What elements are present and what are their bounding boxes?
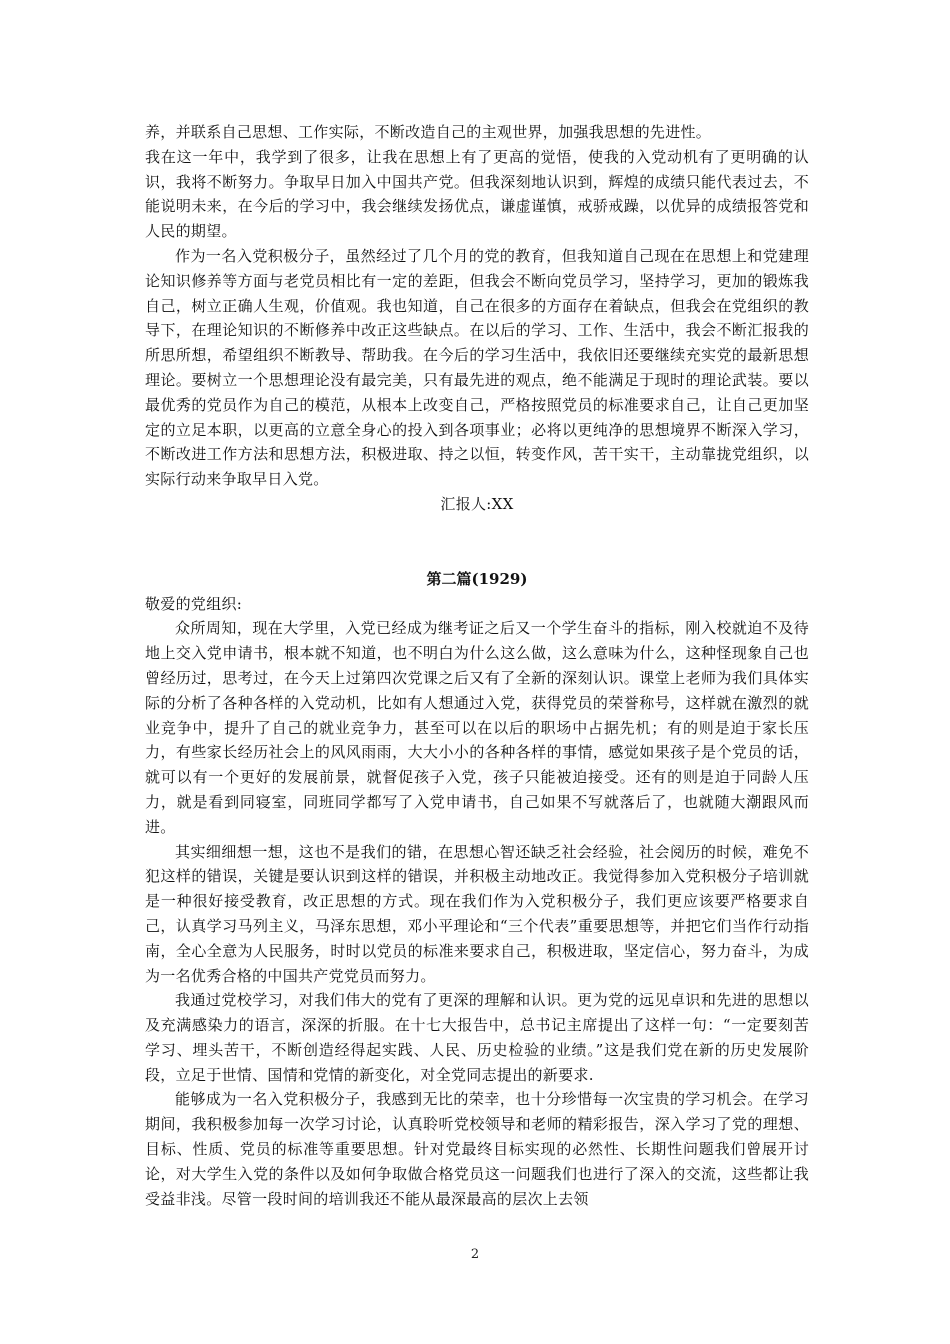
paragraph: 其实细细想一想，这也不是我们的错，在思想心智还缺乏社会经验，社会阅历的时候，难免不犯这样的错误，关键是要认识到这样的错误，并积极主动地改正。我觉得参加入党积极分子培训就是一种很好接受教育，改正思想的方式。现在我们作为入党积极分子，我们更应该要严格要求自己，认真学习马列主义，马泽东思想，邓小平理论和“三个代表”重要思想等，并把它们当作行动指南，全心全意为人民服务，时时以党员的标准来要求自己，积极进取，坚定信心，努力奋斗，为成为一名优秀合格的中国共产党党员而努力。 (145, 842, 809, 985)
section-title: 第二篇(1929) (426, 569, 528, 588)
signature: 汇报人:XX (440, 494, 514, 513)
paragraph: 作为一名入党积极分子，虽然经过了几个月的党的教育，但我知道自己现在在思想上和党建理论知识修养等方面与老党员相比有一定的差距，但我会不断向党员学习，坚持学习，更加的锻炼我自己，树立正确人生观，价值观。我也知道，自己在很多的方面存在着缺点，但我会在党组织的教导下，在理论知识的不断修养中改正这些缺点。在以后的学习、工作、生活中，我会不断汇报我的所思所想，希望组织不断教导、帮助我。在今后的学习生活中，我依旧还要继续充实党的最新思想理论。要树立一个思想理论没有最完美，只有最先进的观点，绝不能满足于现时的理论武装。要以最优秀的党员作为自己的模范，从根本上改变自己，严格按照党员的标准要求自己，让自己更加坚定的立足本职，以更高的立意全身心的投入到各项事业；必将以更纯净的思想境界不断深入学习，不断改进工作方法和思想方法，积极进取、持之以恒，转变作风，苦干实干，主动靠拢党组织，以实际行动来争取早日入党。 (145, 246, 809, 489)
section-gap (145, 517, 809, 567)
paragraph: 养，并联系自己思想、工作实际，不断改造自己的主观世界，加强我思想的先进性。 (145, 123, 712, 141)
paragraph: 我通过党校学习，对我们伟大的党有了更深的理解和认识。更为党的远见卓识和先进的思想以及充满感染力的语言，深深的折服。在十七大报告中，总书记主席提出了这样一句：“一定要刻苦学习、埋头苦干，不断创造经得起实践、人民、历史检验的业绩。”这是我们党在新的历史发展阶段，立足于世情、国情和党情的新变化，对全党同志提出的新要求. (145, 991, 809, 1084)
page-number: 2 (470, 1247, 480, 1262)
salutation: 敬爱的党组织: (145, 594, 243, 613)
paragraph: 我在这一年中，我学到了很多，让我在思想上有了更高的觉悟，使我的入党动机有了更明确的认识，我将不断努力。争取早日加入中国共产党。但我深刻地认识到，辉煌的成绩只能代表过去，不能说明未来，在今后的学习中，我会继续发扬优点，谦虚谨慎，戒骄戒躁，以优异的成绩报答党和人民的期望。 (145, 147, 809, 241)
paragraph: 能够成为一名入党积极分子，我感到无比的荣幸，也十分珍惜每一次宝贵的学习机会。在学习期间，我积极参加每一次学习讨论，认真聆听党校领导和老师的精彩报告，深入学习了党的理想、目标、性质、党员的标准等重要思想。针对党最终目标实现的必然性、长期性问题我们曾展开讨论，对大学生入党的条件以及如何争取做合格党员这一问题我们也进行了深入的交流，这些都让我受益非浅。尽管一段时间的培训我还不能从最深最高的层次上去领 (145, 1090, 809, 1208)
document-page (145, 120, 809, 1211)
paragraph: 众所周知，现在大学里，入党已经成为继考证之后又一个学生奋斗的指标，刚入校就迫不及待地上交入党申请书，根本就不知道，也不明白为什么这么做，这么意味为什么，这种怪现象自己也曾经历过，思考过，在今天上过第四次党课之后又有了全新的深刻认识。课堂上老师为我们具体实际的分析了各种各样的入党动机，比如有人想通过入党，获得党员的荣誉称号，这样就在激烈的就业竞争中，提升了自己的就业竞争力，甚至可以在以后的职场中占据先机；有的则是迫于家长压力，有些家长经历社会上的风风雨雨，大大小小的各种各样的事情，感觉如果孩子是个党员的话，就可以有一个更好的发展前景，就督促孩子入党，孩子只能被迫接受。还有的则是迫于同龄人压力，就是看到同寝室，同班同学都写了入党申请书，自己如果不写就落后了，也就随大潮跟风而进。 (145, 619, 809, 836)
